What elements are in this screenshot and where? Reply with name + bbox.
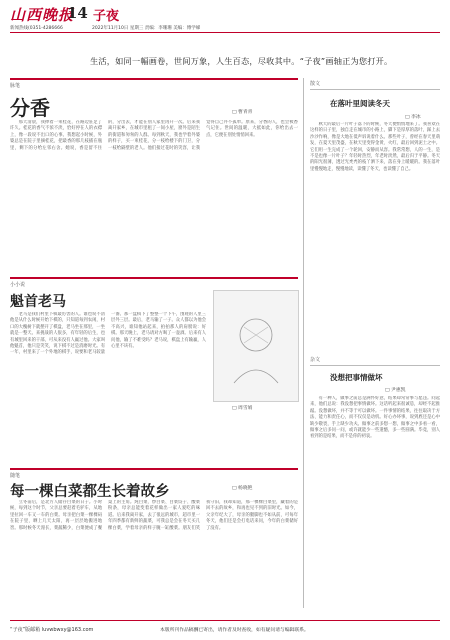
section-rule [310,365,440,366]
article-title: 魁首老马 [10,294,66,310]
article-body: 老马是我们村里下棋最厉害的人。谁也说不清他是从什么时候开始下棋的，只知道每到农闲，村口的大槐树下就摆开了棋盘，老马坐在那里，一坐就是一整天。来挑战的人很多，有年轻的后生，也有城里回来的干部，可从来没有人赢过他。大家叫他魁首，他只是笑笑，说下棋不过是消磨时光。有一年，村里来了一个外地的棋手，说要和老马较量一番。那一盘棋下了整整一个下午，围观的人里三层外三层。最后，老马输了一子。众人都以为他会不高兴，谁知他站起来，拍拍那人的肩膀说：好棋。那天晚上，老马请对方喝了一壶酒。后来有人问他，输了不难受吗？老马说，棋盘上有输赢，人心里不该有。 [10,312,206,356]
news-hotline: 新闻热线(0351-4286666 [10,26,63,31]
page-number: 14 [67,4,88,22]
article-body: 那天清晨，我捧着一束桂花，在路边驻足了许久。桂花的香气不浓不淡，恰好停在人的衣襟上，像一段说不出口的心事。我想起小时候，外婆总是在院子里摘桂花，把最香的那几枝插在瓶里，剩下的分给左邻右舍。她说，香是留不住的，分出去，才能在别人家里再开一次。后来我离开家乡，在城市里租了一间小屋，窗外是陌生的街道和匆匆的人群。每到秋天，我也学着外婆的样子，买一束桂花，分一枝给楼下的门卫，分一枝给隔壁的老人。他们接过花时的笑容，让我觉得自己并不孤单。原来，分香的人，也会被香气记住。世间的温暖，大抵如此，你给出去一点，它便在别处悄悄回来。 [10,120,298,151]
section-rule [10,468,298,470]
column-tag: 小小说 [10,282,26,288]
issue-info: 2022年11月10日 星期三 责编：李珊珊 美编：傅学娣 [92,26,201,31]
column-divider [303,78,304,608]
article-byline: □ 李冰 [405,115,421,120]
article-body: 秋天的最后一片叶子落下的时候，冬天便悄悄地来了。我喜欢在这样的日子里，独自走在城市的小路上，脚下是厚厚的落叶，踩上去沙沙作响，像是大地在低声诉说着什么。那些叶子，曾经在春天里萌发，在夏天里茂盛，在秋天里变得金黄、火红，最后回到泥土之中。它们用一生完成了一个轮回，安静而从容。我常常想，人的一生，是不是也像一片叶子？年轻时热烈，年老时淡然，最后归于平静。冬天的阳光很薄，透过光秃秃的枝丫洒下来，落在身上暖暖的。我在落叶里慢慢地走，慢慢地读，读懂了冬天，也读懂了自己。 [310,122,440,172]
column-tag: 脉笔 [10,83,21,89]
masthead-rule [10,32,440,33]
section-slogan: 生活，如同一幅画卷，世间万象，人生百态，尽收其中。“子夜”画轴正为您打开。 [90,56,393,66]
article-byline: □ 尹惠凯 [385,388,406,393]
article-byline: □ 杨晓艳 [232,486,253,491]
section-rule [10,78,298,80]
article-body: 有一种人，做事之前总是满怀好意，结果却常常事与愿违。问起来，他们总说：我没想把事情做坏。这话听起来很诚恳，却经不起推敲。没想做坏，并不等于可以做坏。一件事情的结果，往往取决于方法、能力和责任心，而不仅仅是动机。好心办坏事，说到底还是心中缺少敬畏，手上缺少功夫。做事之前多想一想，做事之中多看一看，做事之后多问一问，或许就能少一些遗憾，多一些圆满。毕竟，别人看到的是结果，而不是你的初衷。 [310,396,440,440]
footer-contact: “子夜”版邮箱 luvwbwxy@163.com [10,627,94,633]
illustration-sketch-icon [214,291,298,401]
section-name: 子夜 [93,9,120,24]
footer-notice: 本版所刊作品稿酬已寄出，请作者及时查收，如有疑问请与编辑联系。 [160,628,309,633]
article-title: 在落叶里阅读冬天 [330,99,390,108]
article-body: 立冬前后，是北方人储存白菜的日子。小时候，每到这个时节，父亲总要赶着毛驴车，从地里拉回一车又一车的白菜。母亲把白菜一棵棵码在院子里，晒上几天太阳，再一层层地搬进地窖。那时候冬天漫长，菜蔬稀少，白菜便成了餐桌上的主角。炖白菜、炒白菜、白菜饺子、酸菜粉条，母亲总能变着花样做出一家人爱吃的味道。后来我离开家，去了很远的城市，超市里一年四季都有新鲜的蔬菜，可我总是会在冬天买几棵白菜，学着母亲的样子腌一缸酸菜。朋友们笑我守旧，我却知道，那一棵棵白菜里，藏着的是回不去的故乡，和再也见不到的旧时光。如今，父亲年纪大了，母亲的腿脚也不如从前，可每年冬天，他们还是会打电话来问，今年的白菜储好了没有。 [10,500,298,531]
article-byline: □ 周雪娟 [232,406,253,411]
article-title: 每一棵白菜都生长着故乡 [10,483,170,500]
illustration [213,290,299,402]
column-tag: 杂文 [310,357,321,363]
article-title: 没想把事情做坏 [330,373,383,382]
column-tag: 随笔 [10,473,21,479]
column-tag: 散文 [310,81,321,87]
section-rule [310,89,440,90]
footer-rule [10,620,440,621]
article-body-continued [213,414,297,462]
article-byline: □ 曹青青 [232,110,253,115]
section-rule [10,277,298,279]
article-title: 分香 [10,96,50,120]
newspaper-title: 山西晚报 [10,6,75,24]
